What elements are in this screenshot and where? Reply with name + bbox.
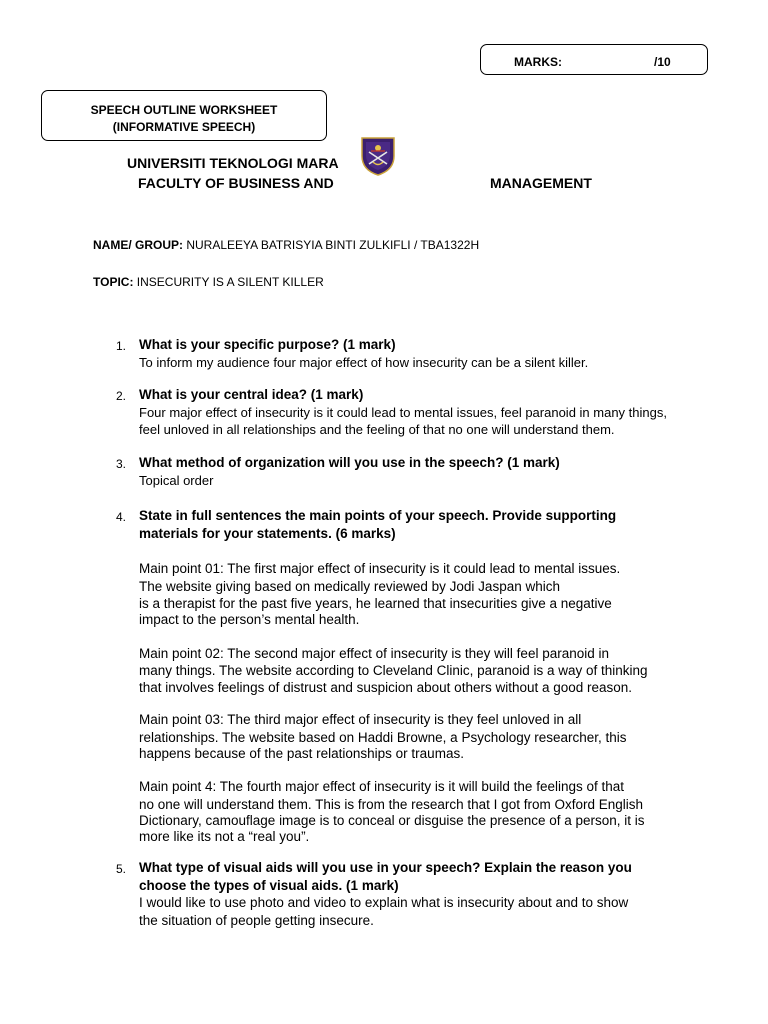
main-point-4-line: no one will understand them. This is from the research that I got from Oxford English [139, 797, 643, 812]
main-point-2-line: that involves feelings of distrust and suspicion about others without a good reason. [139, 680, 633, 695]
worksheet-subtitle: (INFORMATIVE SPEECH) [112, 120, 256, 134]
marks-label: MARKS: [514, 55, 562, 69]
name-group-value: NURALEEYA BATRISYIA BINTI ZULKIFLI / TBA1322H [186, 238, 480, 252]
main-point-1-line: The website giving based on medically reviewed by Jodi Jaspan which [139, 579, 560, 594]
name-group-label: NAME/ GROUP: [93, 238, 183, 252]
main-point-2-line: many things. The website according to Cleveland Clinic, paranoid is a way of thinking [139, 663, 648, 678]
answer-5-line-2: the situation of people getting insecure. [139, 913, 374, 928]
main-point-3-line: Main point 03: The third major effect of insecurity is they feel unloved in all [139, 712, 582, 727]
main-point-4-line: Dictionary, camouflage image is to conceal or disguise the presence of a person, it is [139, 813, 645, 828]
question-number: 2. [116, 389, 127, 403]
question-number: 1. [116, 339, 127, 353]
answer-5-line-1: I would like to use photo and video to explain what is insecurity about and to show [139, 895, 629, 910]
faculty-name-part2: MANAGEMENT [490, 175, 592, 191]
question-number: 4. [116, 510, 127, 524]
main-point-4-line: Main point 4: The fourth major effect of insecurity is it will build the feelings of that [139, 779, 624, 794]
question-number: 3. [116, 457, 127, 471]
main-point-1-line: Main point 01: The first major effect of insecurity is it could lead to mental issues. [139, 561, 621, 576]
topic-label: TOPIC: [93, 275, 134, 289]
worksheet-title: SPEECH OUTLINE WORKSHEET [90, 103, 278, 117]
main-point-4-line: more like its not a “real you”. [139, 829, 310, 844]
uitm-crest-icon [360, 136, 396, 176]
question-5-line-1: What type of visual aids will you use in your speech? Explain the reason you [139, 860, 632, 875]
question-4-line-1: State in full sentences the main points of your speech. Provide supporting [139, 508, 617, 523]
main-point-3-line: relationships. The website based on Haddi Browne, a Psychology researcher, this [139, 730, 627, 745]
question-5-line-2: choose the types of visual aids. (1 mark) [139, 878, 399, 893]
question-1: What is your specific purpose? (1 mark) [139, 337, 396, 352]
topic-row [93, 275, 324, 289]
topic-value: INSECURITY IS A SILENT KILLER [136, 275, 324, 289]
main-point-1-line: is a therapist for the past five years, he learned that insecurities give a negative [139, 596, 612, 611]
answer-2-line-2: feel unloved in all relationships and the feeling of that no one will understand them. [139, 422, 615, 437]
answer-1: To inform my audience four major effect of how insecurity can be a silent killer. [139, 355, 589, 370]
main-point-3-line: happens because of the past relationships or traumas. [139, 746, 464, 761]
name-group-row [93, 238, 479, 252]
answer-2-line-1: Four major effect of insecurity is it could lead to mental issues, feel paranoid in many things, [139, 405, 667, 420]
question-3: What method of organization will you use in the speech? (1 mark) [139, 455, 560, 470]
question-number: 5. [116, 862, 127, 876]
answer-3: Topical order [139, 473, 214, 488]
question-2: What is your central idea? (1 mark) [139, 387, 364, 402]
question-4-line-2: materials for your statements. (6 marks) [139, 526, 396, 541]
main-point-2-line: Main point 02: The second major effect of insecurity is they will feel paranoid in [139, 646, 610, 661]
faculty-name-part1: FACULTY OF BUSINESS AND [138, 175, 334, 191]
university-name: UNIVERSITI TEKNOLOGI MARA [127, 155, 339, 171]
main-point-1-line: impact to the person’s mental health. [139, 612, 360, 627]
marks-total: /10 [654, 55, 671, 69]
